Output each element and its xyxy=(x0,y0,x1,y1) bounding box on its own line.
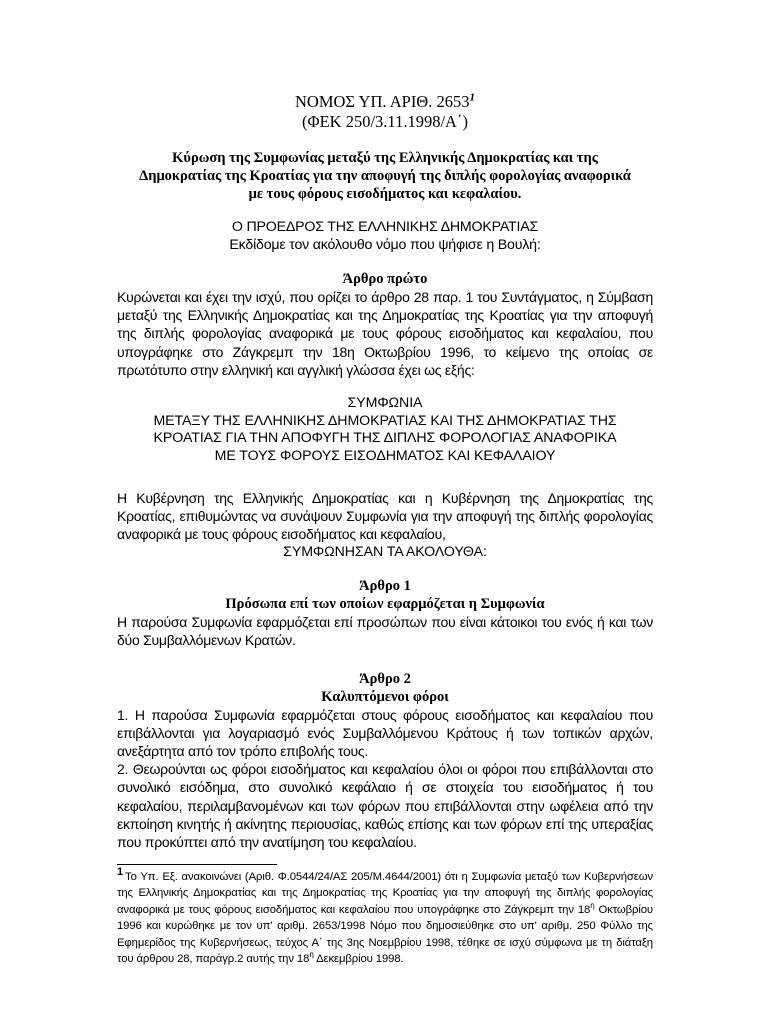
footnote-separator xyxy=(117,864,277,865)
footnote-text-part: Το Υπ. Εξ. ανακοινώνει (Αριθ. Φ.0544/24/ΑΣ 205/Μ.4644/2001) ότι η Συμφωνία μεταξύ των Κυβερνήσεων της Ελληνικής Δημοκρατίας και της Δημοκρατίας της Κροατίας για την αποφυγή της διπλής φορολογίας αναφορικά με τους φόρους εισοδήματος και κεφαλαίου που υπογράφηκε στο Ζάγκρεμπ την 18 xyxy=(117,871,653,916)
footnote-reference[interactable]: 1 xyxy=(469,91,475,104)
law-subtitle xyxy=(117,149,653,203)
agreement-title-line: ΜΕΤΑΞΥ ΤΗΣ ΕΛΛΗΝΙΚΗΣ ΔΗΜΟΚΡΑΤΙΑΣ ΚΑΙ ΤΗΣ ΔΗΜΟΚΡΑΤΙΑΣ ΤΗΣ xyxy=(153,412,617,429)
footnote-text-part: Οκτωβρίου 1996 και κυρώθηκε με τον υπ' αριθμ. 2653/1998 Νόμο που δημοσιεύθηκε στο υπ' αριθμ. 250 Φύλλο της Εφημερίδος της Κυβερνήσεως, τεύχος Α΄ της 3ης Νοεμβρίου 1998, τέθηκε σε ισχύ σύμφωνα με τη διάταξη του άρθρου 28, παράγρ.2 αυτής την 18 xyxy=(117,903,654,966)
footnote-ordinal: η xyxy=(309,950,314,960)
article-1-title: Πρόσωπα επί των οποίων εφαρμόζεται η Συμφωνία xyxy=(225,596,545,613)
footnote-text-part: Δεκεμβρίου 1998. xyxy=(313,953,404,966)
agreement-intro: Η Κυβέρνηση της Ελληνικής Δημοκρατίας και η Κυβέρνηση της Δημοκρατίας της Κροατίας, επιθυμώντας να συνάψουν Συμφωνία για την αποφυγή της διπλής φορολογίας αναφορικά με τους φόρους εισοδήματος και κεφαλαίου, xyxy=(117,490,653,543)
article-first-text: Κυρώνεται και έχει την ισχύ, που ορίζει το άρθρο 28 παρ. 1 του Συντάγματος, η Σύμβαση μεταξύ της Ελληνικής Δημοκρατίας και της Δημοκρατίας της Κροατίας για την αποφυγή της διπλής φορολογίας αναφορικά με τους φόρους εισοδήματος και κεφαλαίου, που υπογράφηκε στο Ζάγκρεμπ την 18η Οκτωβρίου 1996, το κείμενο της οποίας σε πρωτότυπο στην ελληνική και αγγλική γλώσσα έχει ως εξής: xyxy=(117,289,653,378)
subtitle-line: Δημοκρατίας της Κροατίας για την αποφυγή της διπλής φορολογίας αναφορικά xyxy=(139,168,631,184)
document-page xyxy=(117,92,653,851)
article-1-text: Η παρούσα Συμφωνία εφαρμόζεται επί προσώπων που είναι κάτοικοι του ενός ή και των δύο Συμβαλλόμενων Κρατών. xyxy=(117,614,653,649)
article-2-paragraph-1: 1. Η παρούσα Συμφωνία εφαρμόζεται στους φόρους εισοδήματος και κεφαλαίου που επιβάλλονται για λογαριασμό ενός Συμβαλλόμενου Κράτους ή των τοπικών αρχών, ανεξάρτητα από τον τρόπο επιβολής τους. xyxy=(117,706,653,759)
agreement-title-line: ΣΥΜΦΩΝΙΑ xyxy=(347,395,423,412)
agreement-title-line: ΜΕ ΤΟΥΣ ΦΟΡΟΥΣ ΕΙΣΟΔΗΜΑΤΟΣ ΚΑΙ ΚΕΦΑΛΑΙΟΥ xyxy=(214,447,556,464)
footnote-marker: 1 xyxy=(117,866,124,879)
subtitle-line: με τους φόρους εισοδήματος και κεφαλαίου. xyxy=(248,186,522,202)
article-2-title: Καλυπτόμενοι φόροι xyxy=(321,688,449,705)
article-2-paragraph-2: 2. Θεωρούνται ως φόροι εισοδήματος και κεφαλαίου όλοι οι φόροι που επιβάλλονται στο συνολικό εισόδημα, στο συνολικό κεφάλαιο ή σε στοιχεία του εισοδήματος ή του κεφαλαίου, περιλαμβανομένων και των φόρων που επιβάλλονται στην ωφέλεια από την εκποίηση κινητής ή ακίνητης περιουσίας, καθώς επίσης και των φόρων επί της υπεραξίας που προκύπτει από την ανατίμηση του κεφαλαίου. xyxy=(117,761,653,850)
agreement-title-line: ΚΡΟΑΤΙΑΣ ΓΙΑ ΤΗΝ ΑΠΟΦΥΓΗ ΤΗΣ ΔΙΠΛΗΣ ΦΟΡΟΛΟΓΙΑΣ ΑΝΑΦΟΡΙΚΑ xyxy=(153,430,617,447)
law-number: ΝΟΜΟΣ ΥΠ. ΑΡΙΘ. 2653 xyxy=(295,92,470,111)
gazette-reference: (ΦΕΚ 250/3.11.1998/Α΄) xyxy=(302,112,468,131)
footnote xyxy=(117,866,654,967)
article-1-number: Άρθρο 1 xyxy=(359,578,411,595)
president-heading: Ο ΠΡΟΕΔΡΟΣ ΤΗΣ ΕΛΛΗΝΙΚΗΣ ΔΗΜΟΚΡΑΤΙΑΣ xyxy=(231,219,539,235)
article-first-heading: Άρθρο πρώτο xyxy=(342,271,428,287)
subtitle-line: Κύρωση της Συμφωνίας μεταξύ της Ελληνικής Δημοκρατίας και της xyxy=(172,150,598,166)
article-2-number: Άρθρο 2 xyxy=(359,670,411,687)
preamble xyxy=(117,219,653,254)
agreement-agreed: ΣΥΜΦΩΝΗΣΑΝ ΤΑ ΑΚΟΛΟΥΘΑ: xyxy=(283,543,487,560)
agreement-title xyxy=(117,395,653,465)
law-title xyxy=(117,92,653,132)
footnote-ordinal: η xyxy=(590,901,595,911)
promulgation-text: Εκδίδομε τον ακόλουθο νόμο που ψήφισε η Βουλή: xyxy=(229,236,541,253)
